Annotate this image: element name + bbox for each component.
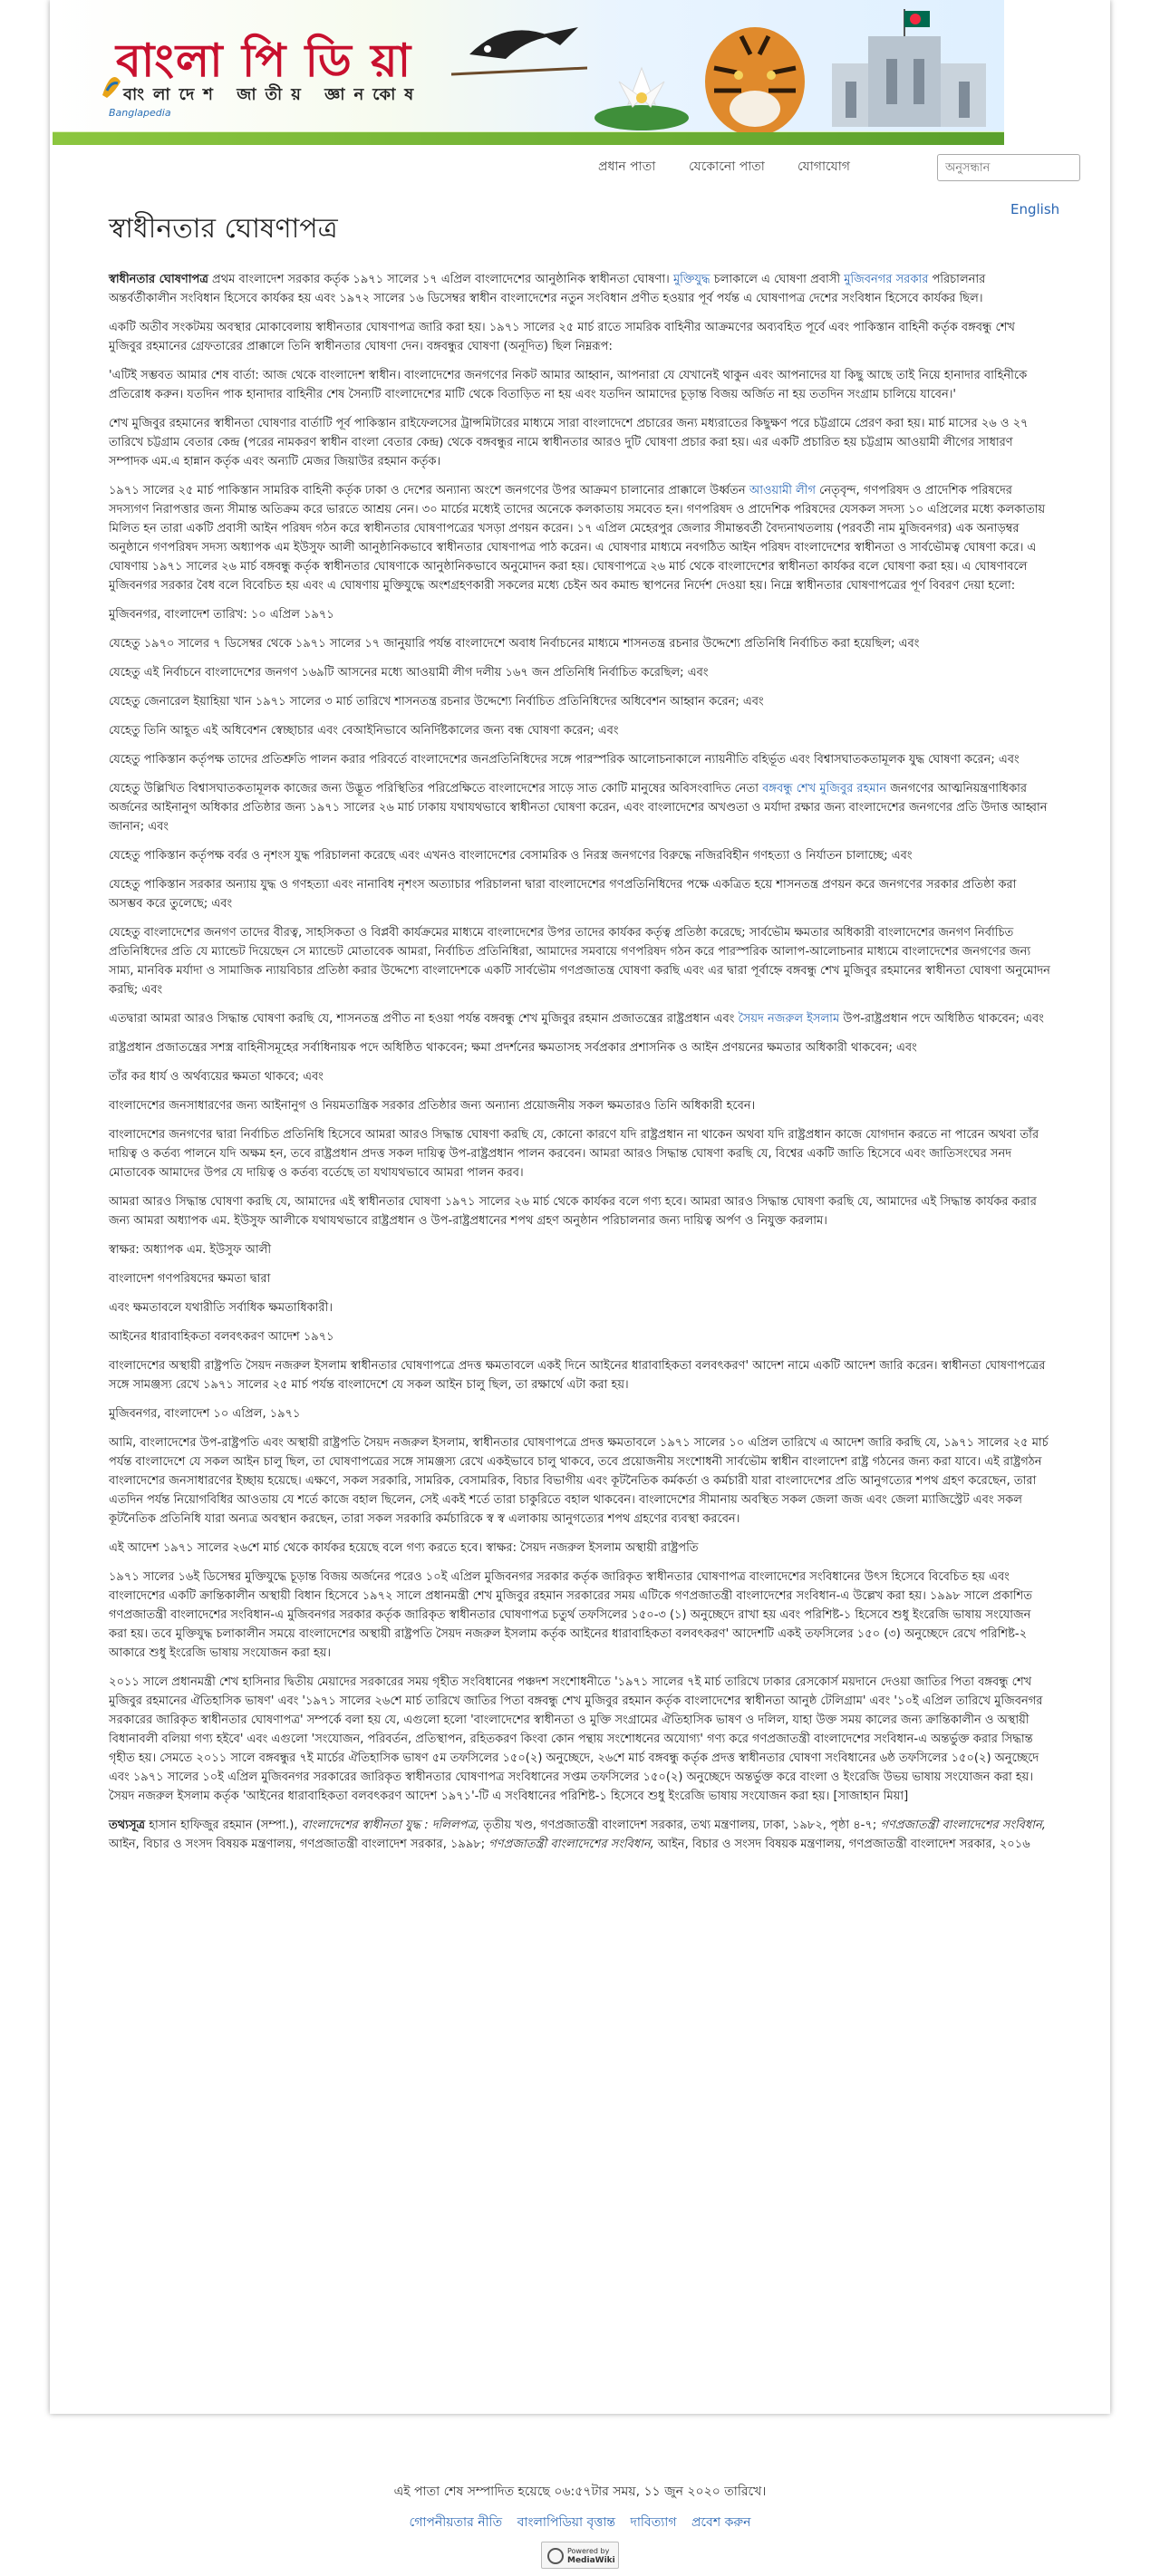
page-title: স্বাধীনতার ঘোষণাপত্র [109, 213, 338, 245]
text-span: আইন, বিচার ও সংসদ বিষয়ক মন্ত্রণালয়, গণপ্রজাতন্ত্রী বাংলাদেশ সরকার, ১৯৯৮; [109, 1838, 489, 1851]
text-span: নেতৃবৃন্দ, গণপরিষদ ও প্রাদেশিক পরিষদের সদস্যগণ নিরাপত্তার জন্য সীমান্ত অতিক্রম করে ভারতে আশ্রয় নেন। ৩০ মার্চের মধ্যেই তাদের অনেকে কলকাতায় সমবেত হন। গণপরিষদ ও প্রাদেশিক পরিষদের যেসকল সদস্য ১০ এপ্রিলের মধ্যে কলকাতায় মিলিত হন তারা একটি প্রবাসী আইন পরিষদ গঠন করে স্বাধীনতার ঘোষণাপত্রের খসড়া প্রণয়ন করেন। ১৭ এপ্রিল মেহেরপুর জেলার সীমান্তবর্তী বৈদ্যনাথতলায় (পরবর্তী নাম মুজিবনগর) এক অনাড়ম্বর অনুষ্ঠানে গণপরিষদ সদস্য অধ্যাপক এম ইউসুফ আলী আনুষ্ঠানিকভাবে স্বাধীনতার ঘোষণাপত্র পাঠ করেন। এ ঘোষণার মাধ্যমে নবগঠিত আইন পরিষদ বাংলাদেশের স্বাধীনতা ও সার্বভৌমত্ব ঘোষণা করে। এ ঘোষণায় ১৯৭১ সালের ২৬ মার্চ বঙ্গবন্ধু কর্তৃক স্বাধীনতার ঘোষণাকে আনুষ্ঠানিকভাবে অনুমোদন করা হয়। ঘোষণাপত্রে ২৬ মার্চ থেকে বাংলাদেশের স্বাধীনতা কার্যকর বলে ঘোষণা করা হয়। এ ঘোষণাবলে মুজিবনগর সরকার বৈধ বলে বিবেচিত হয় এবং এ ঘোষণায় মুক্তিযুদ্ধে অংশগ্রহণকারী সকলের মধ্যে চেইন অব কমান্ড স্থাপনের নির্দেশ দেওয়া হয়। নিম্নে স্বাধীনতার ঘোষণাপত্রের পূর্ণ বিবরণ দেয়া হলো: [109, 484, 1046, 593]
site-logo-subtitle: বাংলাদেশ জাতীয় জ্ঞানকোষ [123, 85, 423, 104]
article-paragraph: বাংলাদেশের জনগণের দ্বারা নির্বাচিত প্রতিনিধি হিসেবে আমরা আরও সিদ্ধান্ত ঘোষণা করছি যে, কোনো কারণে যদি রাষ্ট্রপ্রধান না থাকেন অথবা যদি রাষ্ট্রপ্রধান কাজে যোগদান করতে না পারেন অথবা তাঁর দায়িত্ব ও কর্তব্য পালনে যদি অক্ষম হন, তবে রাষ্ট্রপ্রধান প্রদত্ত সকল দায়িত্ব উপ-রাষ্ট্রপ্রধান পালন করবেন। আমরা আরও সিদ্ধান্ত ঘোষণা করছি যে, বিশ্বের একটি জাতি হিসেবে এবং জাতিসংঘের সনদ মোতাবেক আমাদের উপর যে দায়িত্ব ও কর্তব্য বর্তেছে তা যথাযথভাবে আমরা পালন করব। [109, 1128, 1039, 1180]
article-paragraph: যেহেতু বাংলাদেশের জনগণ তাদের বীরত্ব, সাহসিকতা ও বিপ্লবী কার্যক্রমের মাধ্যমে বাংলাদেশের উপর তাদের কার্যকর কর্তৃত্ব প্রতিষ্ঠা করেছে; সার্বভৌম ক্ষমতার অধিকারী বাংলাদেশের জনগণ নির্বাচিত প্রতিনিধিদের প্রতি যে ম্যান্ডেট দিয়েছেন সে ম্যান্ডেট মোতাবেক আমরা, নির্বাচিত প্রতিনিধিরা, আমাদের সমবায়ে গণপরিষদ গঠন করে পারস্পরিক আলাপ-আলোচনার মাধ্যমে বাংলাদেশের জনগণের জন্য সাম্য, মানবিক মর্যাদা ও সামাজিক ন্যায়বিচার প্রতিষ্ঠা করার উদ্দেশ্যে বাংলাদেশকে একটি সার্বভৌম গণপ্রজাতন্ত্র ঘোষণা করছি এবং এর দ্বারা পূর্বাহ্নে বঙ্গবন্ধু শেখ মুজিবুর রহমানের স্বাধীনতা ঘোষণা অনুমোদন করছি; এবং [109, 926, 1050, 997]
article-paragraph: একটি অতীব সংকটময় অবস্থার মোকাবেলায় স্বাধীনতার ঘোষণাপত্র জারি করা হয়। ১৯৭১ সালের ২৫ মার্চ রাতে সামরিক বাহিনীর আক্রমণের অব্যবহিত পূর্বে এবং পাকিস্তান বাহিনী কর্তৃক বঙ্গবন্ধু শেখ মুজিবুর রহমানের গ্রেফতারের প্রাক্কালে তিনি স্বাধীনতার ঘোষণা দেন। বঙ্গবন্ধুর ঘোষণা (অনূদিত) ছিল নিম্নরূপ: [109, 321, 1015, 353]
search-input[interactable] [937, 154, 1080, 181]
article-paragraph: 'এটিই সম্ভবত আমার শেষ বার্তা: আজ থেকে বাংলাদেশ স্বাধীন। বাংলাদেশের জনগণের নিকট আমার আহ্বান, আপনারা যে যেখানেই থাকুন এবং আপনাদের যা কিছু আছে তাই নিয়ে হানাদার বাহিনীকে প্রতিরোধ করুন। যতদিন পাক হানাদার বাহিনীর শেষ সৈন্যটি বাংলাদেশের মাটি থেকে বিতাড়িত না হয় এবং যতদিন আমাদের চূড়ান্ত বিজয় অর্জিত না হয় ততদিন সংগ্রাম চালিয়ে যাবেন।' [109, 369, 1028, 401]
article-paragraph: মুজিবনগর, বাংলাদেশ ১০ এপ্রিল, ১৯৭১ [109, 1407, 301, 1421]
nav-contact[interactable]: যোগাযোগ [798, 159, 850, 174]
ref-title: গণপ্রজাতন্ত্রী বাংলাদেশের সংবিধান, [488, 1838, 654, 1851]
references-label: তথ্যসূত্র [109, 1819, 146, 1832]
article-paragraph: আইনের ধারাবাহিকতা বলবৎকরণ আদেশ ১৯৭১ [109, 1330, 334, 1344]
parliament-icon [814, 9, 1004, 136]
article-paragraph: যেহেতু তিনি আহূত এই অধিবেশন স্বেচ্ছাচার এবং বেআইনিভাবে অনির্দিষ্টকালের জন্য বন্ধ ঘোষণা করেন; এবং [109, 724, 619, 738]
site-logo-tag: Banglapedia [109, 107, 171, 119]
link-awami-league[interactable]: আওয়ামী লীগ [749, 484, 816, 497]
references [109, 1816, 1051, 1854]
link-bangabandhu[interactable]: বঙ্গবন্ধু শেখ মুজিবুর রহমান [762, 782, 887, 796]
article-paragraph [109, 779, 1051, 836]
text-span: এতদ্বারা আমরা আরও সিদ্ধান্ত ঘোষণা করছি যে, শাসনতন্ত্র প্রণীত না হওয়া পর্যন্ত বঙ্গবন্ধু শেখ মুজিবুর রহমান প্রজাতন্ত্রের রাষ্ট্রপ্রধান এবং [109, 1012, 739, 1026]
disclaimer-link[interactable]: দাবিত্যাগ [630, 2515, 677, 2530]
powered-line-1: Powered by [567, 2547, 610, 2555]
article-paragraph: বাংলাদেশ গণপরিষদের ক্ষমতা দ্বারা [109, 1272, 271, 1286]
article-paragraph [109, 1009, 1051, 1028]
text-span: হাসান হাফিজুর রহমান (সম্পা.), [145, 1819, 302, 1832]
powered-by-mediawiki-badge[interactable] [541, 2542, 619, 2569]
article-paragraph: আমি, বাংলাদেশের উপ-রাষ্ট্রপতি এবং অস্থায়ী রাষ্ট্রপতি সৈয়দ নজরুল ইসলাম, স্বাধীনতার ঘোষণাপত্রে প্রদত্ত ক্ষমতাবলে ১৯৭১ সালের ১০ এপ্রিল তারিখে এ আদেশ জারি করছি যে, ১৯৭১ সালের ২৫ মার্চ পর্যন্ত বাংলাদেশে যে সকল আইন চালু ছিল, তা ঘোষণাপত্রের সঙ্গে সামঞ্জস্য রেখে একইভাবে চালু থাকবে, তবে প্রয়োজনীয় সংশোধনী সার্বভৌম স্বাধীন বাংলাদেশ রাষ্ট্র গঠনের জন্য করা যাবে। এই রাষ্ট্রগঠন বাংলাদেশের জনসাধারণের ইচ্ছায় হয়েছে। এক্ষণে, সকল সরকারি, সামরিক, বেসামরিক, বিচার বিভাগীয় এবং কূটনৈতিক কর্মকর্তা ও কর্মচারী যারা বাংলাদেশের প্রতি আনুগত্যের শপথ গ্রহণ করেছেন, তারা এতদিন পর্যন্ত নিয়োগবিধির আওতায় যে শর্তে কাজে বহাল ছিলেন, সেই একই শর্তে তারা চাকুরিতে বহাল থাকবেন। বাংলাদেশের সীমানায় অবস্থিত সকল জেলা জজ এবং জেলা ম্যাজিস্ট্রেট এবং সকল কূটনৈতিক প্রতিনিধি যারা অন্যত্র অবস্থান করছেন, তারা সকল সরকারি কর্মচারিকে স্ব স্ব এলাকায় আনুগত্যের শপথ গ্রহণের ব্যবস্থা করবেন। [109, 1436, 1049, 1526]
text-span: ১৯৭১ সালের ২৫ মার্চ পাকিস্তান সামরিক বাহিনী কর্তৃক ঢাকা ও দেশের অন্যান্য অংশে জনগণের উপর আক্রমণ চালানোর প্রাক্কালে উর্ধ্বতন [109, 484, 749, 497]
article-paragraph: যেহেতু পাকিস্তান কর্তৃপক্ষ তাদের প্রতিশ্রুতি পালন করার পরিবর্তে বাংলাদেশের জনপ্রতিনিধিদের সঙ্গে পারস্পরিক আলোচনাকালে ন্যায়নীতি বহির্ভূত এবং বিশ্বাসঘাতকতামূলক যুদ্ধ ঘোষণা করেন; এবং [109, 753, 1020, 767]
article-paragraph: যেহেতু ১৯৭০ সালের ৭ ডিসেম্বর থেকে ১৯৭১ সালের ১৭ জানুয়ারি পর্যন্ত বাংলাদেশে অবাধ নির্বাচনের মাধ্যমে শাসনতন্ত্র রচনার উদ্দেশ্যে প্রতিনিধি নির্বাচিত করা হয়েছিল; এবং [109, 637, 920, 651]
text-span: প্রথম বাংলাদেশ সরকার কর্তৃক ১৯৭১ সালের ১৭ এপ্রিল বাংলাদেশের আনুষ্ঠানিক স্বাধীনতা ঘোষণা। [208, 273, 673, 286]
last-modified-text: এই পাতা শেষ সম্পাদিত হয়েছে ০৬:৫৭টার সময়, ১১ জুন ২০২০ তারিখে। [393, 2484, 767, 2499]
login-link[interactable]: প্রবেশ করুন [691, 2515, 751, 2530]
article-paragraph: ১৯৭১ সালের ১৬ই ডিসেম্বর মুক্তিযুদ্ধে চূড়ান্ত বিজয় অর্জনের পরেও ১০ই এপ্রিল মুজিবনগর সরকার কর্তৃক জারিকৃত স্বাধীনতার ঘোষণাপত্র বাংলাদেশের সংবিধানের উৎস হিসেবে বিবেচিত হয় এবং বাংলাদেশের একটি ক্রান্তিকালীন অস্থায়ী বিধান হিসেবে ১৯৭২ সালে প্রধানমন্ত্রী শেখ মুজিবুর রহমান সরকারের সময় এটিকে গণপ্রজাতন্ত্রী বাংলাদেশের সংবিধান-এ উল্লেখ করা হয়। ১৯৯৮ সালে প্রকাশিত গণপ্রজাতন্ত্রী বাংলাদেশের সংবিধান-এ মুজিবনগর সরকার কর্তৃক জারিকৃত স্বাধীনতার ঘোষণাপত্র চতুর্থ তফসিলের ১৫০-৩ (১) অনুচ্ছেদে রাখা হয় এবং পরিশিষ্ট-১ হিসেবে শুধু ইংরেজি ভাষায় সংযোজন করা হয়। তবে মুক্তিযুদ্ধ চলাকালীন সময়ে বাংলাদেশের অস্থায়ী রাষ্ট্রপতি সৈয়দ নজরুল ইসলাম কর্তৃক আইনের ধারাবাহিকতা বলবৎকরণ' আদেশটি একই তফসিলের ১৫০ (৩) অনুচ্ছেদে রেখে পরিশিষ্ট-২ আকারে শুধু ইংরেজি ভাষায় সংযোজন করা হয়। [109, 1570, 1032, 1660]
article-paragraph: যেহেতু পাকিস্তান সরকার অন্যায় যুদ্ধ ও গণহত্যা এবং নানাবিধ নৃশংস অত্যাচার পরিচালনা দ্বারা বাংলাদেশের গণপ্রতিনিধিদের পক্ষে একত্রিত হয়ে শাসনতন্ত্র প্রণয়ন করে জনগণের সরকার প্রতিষ্ঠা করা অসম্ভব করে তুলেছে; এবং [109, 878, 1017, 911]
about-link[interactable]: বাংলাপিডিয়া বৃত্তান্ত [517, 2515, 616, 2530]
water-lily-icon [592, 45, 691, 136]
article-paragraph: মুজিবনগর, বাংলাদেশ তারিখ: ১০ এপ্রিল ১৯৭১ [109, 608, 334, 622]
article-paragraph: বাংলাদেশের জনসাধারণের জন্য আইনানুগ ও নিয়মতান্ত্রিক সরকার প্রতিষ্ঠার জন্য অন্যান্য প্রয়োজনীয় সকল ক্ষমতারও তিনি অধিকারী হবেন। [109, 1099, 756, 1113]
text-span: তৃতীয় খণ্ড, গণপ্রজাতন্ত্রী বাংলাদেশ সরকার, তথ্য মন্ত্রণালয়, ঢাকা, ১৯৮২, পৃষ্ঠা ৪-৭; [479, 1819, 881, 1832]
article-paragraph: রাষ্ট্রপ্রধান প্রজাতন্ত্রের সশস্ত্র বাহিনীসমূহের সর্বাধিনায়ক পদে অধিষ্ঠিত থাকবেন; ক্ষমা প্রদর্শনের ক্ষমতাসহ সর্বপ্রকার প্রশাসনিক ও আইন প্রণয়নের ক্ষমতার অধিকারী থাকবেন; এবং [109, 1041, 917, 1055]
article-paragraph [109, 481, 1051, 595]
article-paragraph: ২০১১ সালে প্রধানমন্ত্রী শেখ হাসিনার দ্বিতীয় মেয়াদের সরকারের সময় গৃহীত সংবিধানের পঞ্চদশ সংশোধনীতে '১৯৭১ সালের ৭ই মার্চ তারিখে ঢাকার রেসকোর্স ময়দানে দেওয়া জাতির পিতা বঙ্গবন্ধু শেখ মুজিবুর রহমানের ঐতিহাসিক ভাষণ' এবং '১৯৭১ সালের ২৬শে মার্চ তারিখে জাতির পিতা বঙ্গবন্ধু শেখ মুজিবুর রহমান কর্তৃক বাংলাদেশের স্বাধীনতা আনুষ্ঠ টেলিগ্রাম' এবং '১০ই এপ্রিল তারিখে মুজিবনগর সরকারের জারিকৃত স্বাধীনতার ঘোষণাপত্র' সম্পর্কে বলা হয় যে, এগুলো হলো 'বাংলাদেশের স্বাধীনতা ও মুক্তি সংগ্রামের ঐতিহাসিক ভাষণ ও দলিল, যাহা উক্ত সময় কালের জন্য ক্রান্তিকালীন ও অস্থায়ী বিধানাবলী বলিয়া গণ্য হইবে' এবং এগুলো 'সংযোজন, পরিবর্তন, প্রতিস্থাপন, রহিতকরণ কিংবা কোন পন্থায় সংশোধনের অযোগ্য' গণ্য করে গণপ্রজাতন্ত্রী বাংলাদেশের সংবিধান-এ অন্তর্ভুক্ত করার সিদ্ধান্ত গৃহীত হয়। সেমতে ২০১১ সালে বঙ্গবন্ধুর ৭ই মার্চের ঐতিহাসিক ভাষণ ৫ম তফসিলের ১৫০(২) অনুচ্ছেদে, ২৬শে মার্চ বঙ্গবন্ধু কর্তৃক প্রদত্ত স্বাধীনতার ঘোষণা সংবিধানের ৬ষ্ঠ তফসিলের ১৫০(২) অনুচ্ছেদে এবং ১৯৭১ সালের ১০ই এপ্রিল মুজিবনগর সরকারের জারিকৃত স্বাধীনতার ঘোষণাপত্র সংবিধানের সপ্তম তফসিলের ১৫০(২) অনুচ্ছেদে অন্তর্ভুক্ত করে বাংলা ও ইংরেজি উভয় ভাষায় সংযোজন করা হয়। সৈয়দ নজরুল ইসলাম কর্তৃক 'আইনের ধারাবাহিকতা বলবৎকরণ আদেশ ১৯৭১'-টি এ সংবিধানের পরিশিষ্ট-১ হিসেবে শুধু ইংরেজি ভাষায় সংযোজন করা হয়। [সাজাহান মিয়া] [109, 1675, 1043, 1803]
text-span: পরিচালনার অন্তর্বর্তীকালীন সংবিধান হিসেবে কার্যকর হয় এবং ১৯৭২ সালের ১৬ ডিসেম্বর স্বাধীন বাংলাদেশের নতুন সংবিধান প্রণীত হওয়ার পূর্ব পর্যন্ত এ ঘোষণাপত্র দেশের সংবিধান হিসেবে কার্যকর ছিল। [109, 273, 986, 305]
mediawiki-icon [547, 2548, 564, 2564]
text-span: উপ-রাষ্ট্রপ্রধান পদে অধিষ্ঠিত থাকবেন; এবং [839, 1012, 1044, 1026]
article-paragraph: স্বাক্ষর: অধ্যাপক এম. ইউসুফ আলী [109, 1243, 272, 1257]
article-paragraph: শেখ মুজিবুর রহমানের স্বাধীনতা ঘোষণার বার্তাটি পূর্ব পাকিস্তান রাইফেলসের ট্রান্সমিটারের মাধ্যমে সারা বাংলাদেশে প্রচারের জন্য মধ্যরাতের কিছুক্ষণ পরে চট্টগ্রামে প্রেরণ করা হয়। মার্চ মাসের ২৬ ও ২৭ তারিখে চট্টগ্রাম বেতার কেন্দ্র (পরের নামকরণ স্বাধীন বাংলা বেতার কেন্দ্র) থেকে বঙ্গবন্ধুর নামে স্বাধীনতার আরও দুটি ঘোষণা প্রচার করা হয়। এর একটি প্রচারিত হয় চট্টগ্রাম আওয়ামী লীগের সাধারণ সম্পাদক এম.এ হান্নান কর্তৃক এবং অন্যটি মেজর জিয়াউর রহমান কর্তৃক। [109, 417, 1029, 468]
text-span: চলাকালে এ ঘোষণা প্রবাসী [710, 273, 845, 286]
article-paragraph: যেহেতু এই নির্বাচনে বাংলাদেশের জনগণ ১৬৯টি আসনের মধ্যে আওয়ামী লীগ দলীয় ১৬৭ জন প্রতিনিধি নির্বাচিত করেছিল; এবং [109, 666, 709, 680]
article-paragraph [109, 270, 1051, 308]
link-muktijuddho[interactable]: মুক্তিযুদ্ধ [672, 273, 710, 286]
article-paragraph: আমরা আরও সিদ্ধান্ত ঘোষণা করছি যে, আমাদের এই স্বাধীনতার ঘোষণা ১৯৭১ সালের ২৬ মার্চ থেকে কার্যকর বলে গণ্য হবে। আমরা আরও সিদ্ধান্ত ঘোষণা করছি যে, আমাদের এই সিদ্ধান্ত কার্যকর করার জন্য আমরা অধ্যাপক এম. ইউসুফ আলীকে যথাযথভাবে রাষ্ট্রপ্রধান ও উপ-রাষ্ট্রপ্রধানের শপথ গ্রহণ অনুষ্ঠান পরিচালনার জন্য দায়িত্ব অর্পণ ও নিযুক্ত করলাম। [109, 1195, 1037, 1228]
banner-grass [53, 132, 1004, 145]
article-paragraph: যেহেতু জেনারেল ইয়াহিয়া খান ১৯৭১ সালের ৩ মার্চ তারিখে শাসনতন্ত্র রচনার উদ্দেশ্যে নির্বাচিত প্রতিনিধিদের অধিবেশন আহ্বান করেন; এবং [109, 695, 764, 709]
article-paragraph: এই আদেশ ১৯৭১ সালের ২৬শে মার্চ থেকে কার্যকর হয়েছে বলে গণ্য করতে হবে। স্বাক্ষর: সৈয়দ নজরুল ইসলাম অস্থায়ী রাষ্ট্রপতি [109, 1541, 699, 1555]
privacy-policy-link[interactable]: গোপনীয়তার নীতি [409, 2515, 503, 2530]
site-banner[interactable] [53, 0, 1004, 145]
nav-random-page[interactable]: যেকোনো পাতা [689, 159, 765, 174]
article-paragraph: তাঁর কর ধার্য ও অর্থব্যয়ের ক্ষমতা থাকবে; এবং [109, 1070, 324, 1084]
tiger-icon [701, 14, 809, 136]
article-paragraph: বাংলাদেশের অস্থায়ী রাষ্ট্রপতি সৈয়দ নজরুল ইসলাম স্বাধীনতার ঘোষণাপত্রে প্রদত্ত ক্ষমতাবলে একই দিনে আইনের ধারাবাহিকতা বলবৎকরণ' আদেশ নামে একটি আদেশ জারি করেন। স্বাধীনতা ঘোষণাপত্রের সঙ্গে সামঞ্জস্য রেখে ১৯৭১ সালের ২৫ মার্চ পর্যন্ত বাংলাদেশে যে সকল আইন চালু ছিল, তা রক্ষার্থে এটা করা হয়। [109, 1359, 1046, 1392]
ref-title: গণপ্রজাতন্ত্রী বাংলাদেশের সংবিধান, [880, 1819, 1046, 1832]
bird-icon [451, 9, 587, 82]
text-span: যেহেতু উল্লিখিত বিশ্বাসঘাতকতামূলক কাজের জন্য উদ্ভূত পরিস্থিতির পরিপ্রেক্ষিতে বাংলাদেশের সাড়ে সাত কোটি মানুষের অবিসংবাদিত নেতা [109, 782, 763, 796]
article-paragraph: এবং ক্ষমতাবলে যথারীতি সর্বাধিক ক্ষমতাধিকারী। [109, 1301, 334, 1315]
english-language-link[interactable]: English [1010, 201, 1060, 217]
footer-links [0, 2512, 1160, 2533]
nav-main-page[interactable]: প্রধান পাতা [598, 159, 656, 174]
article-body [109, 270, 1051, 1864]
text-span: জনগণের আত্মনিয়ন্ত্রণাধিকার অর্জনের আইনানুগ অধিকার প্রতিষ্ঠার জন্য ১৯৭১ সালের ২৬ মার্চ ঢাকায় যথাযথভাবে স্বাধীনতা ঘোষণা করেন, এবং বাংলাদেশের অখণ্ডতা ও মর্যাদা রক্ষার জন্য বাংলাদেশের জনগণের প্রতি উদাত্ত আহ্বান জানান; এবং [109, 782, 1048, 834]
ref-title: বাংলাদেশের স্বাধীনতা যুদ্ধ : দলিলপত্র, [301, 1819, 480, 1832]
powered-line-2: MediaWiki [567, 2556, 615, 2565]
site-logo-title: বাংলা পি ডি য়া [116, 34, 413, 87]
intro-bold-term: স্বাধীনতার ঘোষণাপত্র [109, 273, 208, 286]
link-mujibnagar[interactable]: মুজিবনগর সরকার [844, 273, 929, 286]
text-span: আইন, বিচার ও সংসদ বিষয়ক মন্ত্রণালয়, গণপ্রজাতন্ত্রী বাংলাদেশ সরকার, ২০১৬ [653, 1838, 1030, 1851]
article-paragraph: যেহেতু পাকিস্তান কর্তৃপক্ষ বর্বর ও নৃশংস যুদ্ধ পরিচালনা করেছে এবং এখনও বাংলাদেশের বেসামরিক ও নিরস্ত্র জনগণের বিরুদ্ধে নজিরবিহীন গণহত্যা ও নির্যাতন চালাচ্ছে; এবং [109, 849, 913, 863]
link-syed-nazrul-islam[interactable]: সৈয়দ নজরুল ইসলাম [738, 1012, 840, 1026]
